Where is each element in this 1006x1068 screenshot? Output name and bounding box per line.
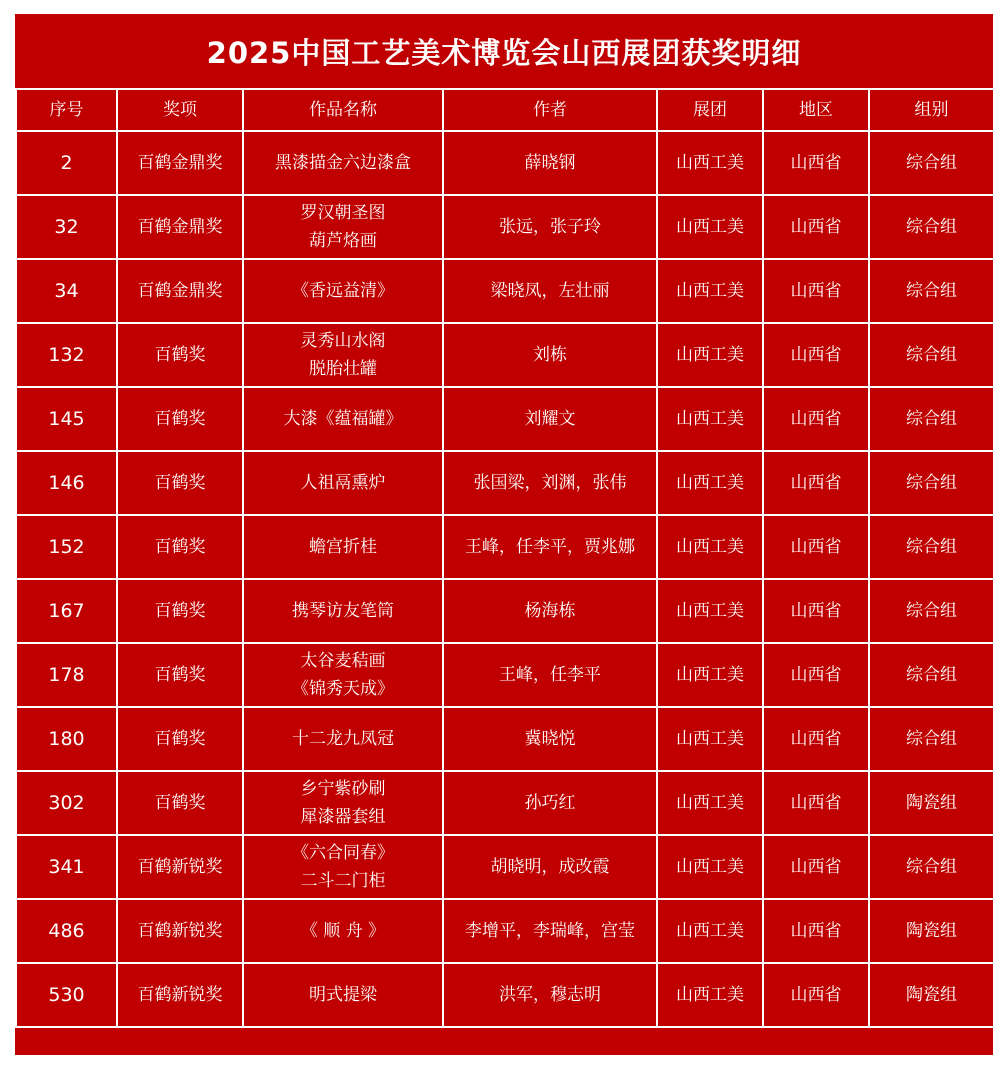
work-title-line: 携琴访友笔筒	[292, 601, 394, 621]
cell-group: 陶瓷组	[869, 899, 994, 963]
work-title-line: 《六合同春》	[292, 843, 394, 863]
cell-award: 百鹤奖	[117, 515, 243, 579]
cell-no: 341	[16, 835, 117, 899]
table-row	[16, 515, 994, 579]
cell-work	[243, 131, 443, 195]
cell-group: 陶瓷组	[869, 963, 994, 1027]
cell-group: 综合组	[869, 195, 994, 259]
cell-team: 山西工美	[657, 323, 763, 387]
cell-author: 杨海栋	[443, 579, 657, 643]
cell-author: 张远，张子玲	[443, 195, 657, 259]
cell-no: 146	[16, 451, 117, 515]
cell-region: 山西省	[763, 515, 869, 579]
table-row	[16, 259, 994, 323]
cell-work	[243, 771, 443, 835]
cell-region: 山西省	[763, 771, 869, 835]
cell-author: 薛晓钢	[443, 131, 657, 195]
cell-region: 山西省	[763, 387, 869, 451]
cell-award: 百鹤金鼎奖	[117, 259, 243, 323]
cell-group: 综合组	[869, 451, 994, 515]
work-title-line: 黑漆描金六边漆盒	[275, 153, 411, 173]
work-title-line: 大漆《蕴福罐》	[283, 409, 403, 429]
cell-group: 综合组	[869, 579, 994, 643]
work-title-line: 灵秀山水阁	[300, 331, 386, 351]
cell-region: 山西省	[763, 195, 869, 259]
header-author: 作者	[443, 89, 657, 131]
cell-no: 2	[16, 131, 117, 195]
cell-author: 王峰，任李平	[443, 643, 657, 707]
cell-work	[243, 707, 443, 771]
cell-team: 山西工美	[657, 899, 763, 963]
cell-award: 百鹤奖	[117, 451, 243, 515]
cell-group: 综合组	[869, 323, 994, 387]
cell-work	[243, 579, 443, 643]
cell-region: 山西省	[763, 963, 869, 1027]
cell-region: 山西省	[763, 835, 869, 899]
cell-no: 178	[16, 643, 117, 707]
cell-work	[243, 259, 443, 323]
cell-region: 山西省	[763, 131, 869, 195]
cell-award: 百鹤奖	[117, 707, 243, 771]
page-title: 2025中国工艺美术博览会山西展团获奖明细	[206, 35, 802, 70]
cell-region: 山西省	[763, 323, 869, 387]
cell-author: 李增平，李瑞峰，宫莹	[443, 899, 657, 963]
cell-work	[243, 963, 443, 1027]
work-title-line: 《锦秀天成》	[292, 679, 394, 699]
table-row	[16, 323, 994, 387]
table-row	[16, 579, 994, 643]
cell-work	[243, 643, 443, 707]
cell-no: 486	[16, 899, 117, 963]
header-group: 组别	[869, 89, 994, 131]
cell-group: 综合组	[869, 387, 994, 451]
work-title-line: 二斗二门柜	[300, 871, 386, 891]
work-title-line: 蟾宫折桂	[309, 537, 377, 557]
table-row	[16, 387, 994, 451]
cell-author: 冀晓悦	[443, 707, 657, 771]
table-row	[16, 643, 994, 707]
cell-award: 百鹤奖	[117, 387, 243, 451]
header-award: 奖项	[117, 89, 243, 131]
cell-team: 山西工美	[657, 643, 763, 707]
cell-region: 山西省	[763, 707, 869, 771]
header-no: 序号	[16, 89, 117, 131]
work-title-line: 《 顺 舟 》	[300, 921, 386, 941]
cell-award: 百鹤新锐奖	[117, 963, 243, 1027]
table-row	[16, 835, 994, 899]
cell-work	[243, 899, 443, 963]
header-team: 展团	[657, 89, 763, 131]
cell-group: 综合组	[869, 643, 994, 707]
header-region: 地区	[763, 89, 869, 131]
cell-award: 百鹤金鼎奖	[117, 195, 243, 259]
cell-no: 145	[16, 387, 117, 451]
cell-team: 山西工美	[657, 707, 763, 771]
cell-team: 山西工美	[657, 259, 763, 323]
cell-no: 132	[16, 323, 117, 387]
table-row	[16, 963, 994, 1027]
cell-region: 山西省	[763, 579, 869, 643]
cell-no: 180	[16, 707, 117, 771]
cell-region: 山西省	[763, 259, 869, 323]
work-title-line: 乡宁紫砂刷	[300, 779, 386, 799]
cell-region: 山西省	[763, 643, 869, 707]
cell-region: 山西省	[763, 451, 869, 515]
awards-table	[15, 88, 995, 1028]
cell-group: 综合组	[869, 835, 994, 899]
cell-work	[243, 835, 443, 899]
cell-no: 32	[16, 195, 117, 259]
cell-no: 167	[16, 579, 117, 643]
work-title-line: 人祖鬲熏炉	[300, 473, 386, 493]
cell-team: 山西工美	[657, 131, 763, 195]
cell-no: 530	[16, 963, 117, 1027]
cell-award: 百鹤奖	[117, 579, 243, 643]
header-row	[16, 89, 994, 131]
cell-author: 洪军，穆志明	[443, 963, 657, 1027]
cell-team: 山西工美	[657, 963, 763, 1027]
cell-award: 百鹤奖	[117, 771, 243, 835]
cell-work	[243, 451, 443, 515]
award-sheet	[15, 14, 993, 1055]
cell-team: 山西工美	[657, 835, 763, 899]
work-title-line: 太谷麦秸画	[300, 651, 386, 671]
cell-author: 刘栋	[443, 323, 657, 387]
cell-author: 张国梁，刘渊，张伟	[443, 451, 657, 515]
cell-team: 山西工美	[657, 579, 763, 643]
work-title-line: 明式提梁	[309, 985, 377, 1005]
work-title-line: 《香远益清》	[292, 281, 394, 301]
cell-author: 孙巧红	[443, 771, 657, 835]
cell-award: 百鹤新锐奖	[117, 899, 243, 963]
cell-no: 302	[16, 771, 117, 835]
cell-team: 山西工美	[657, 387, 763, 451]
header-work: 作品名称	[243, 89, 443, 131]
table-row	[16, 195, 994, 259]
table-body	[16, 131, 994, 1027]
cell-team: 山西工美	[657, 515, 763, 579]
cell-team: 山西工美	[657, 771, 763, 835]
cell-award: 百鹤奖	[117, 643, 243, 707]
cell-author: 胡晓明，成改霞	[443, 835, 657, 899]
table-row	[16, 771, 994, 835]
cell-group: 陶瓷组	[869, 771, 994, 835]
cell-author: 王峰，任李平，贾兆娜	[443, 515, 657, 579]
cell-award: 百鹤金鼎奖	[117, 131, 243, 195]
cell-group: 综合组	[869, 515, 994, 579]
table-row	[16, 899, 994, 963]
work-title-line: 脱胎壮罐	[309, 359, 377, 379]
table-row	[16, 131, 994, 195]
cell-work	[243, 387, 443, 451]
cell-team: 山西工美	[657, 451, 763, 515]
cell-group: 综合组	[869, 707, 994, 771]
cell-group: 综合组	[869, 131, 994, 195]
cell-region: 山西省	[763, 899, 869, 963]
cell-group: 综合组	[869, 259, 994, 323]
work-title-line: 十二龙九凤冠	[292, 729, 394, 749]
cell-author: 刘耀文	[443, 387, 657, 451]
cell-award: 百鹤奖	[117, 323, 243, 387]
cell-no: 34	[16, 259, 117, 323]
table-row	[16, 707, 994, 771]
work-title-line: 葫芦烙画	[309, 231, 377, 251]
table-row	[16, 451, 994, 515]
cell-team: 山西工美	[657, 195, 763, 259]
work-title-line: 罗汉朝圣图	[300, 203, 386, 223]
cell-work	[243, 195, 443, 259]
cell-award: 百鹤新锐奖	[117, 835, 243, 899]
work-title-line: 犀漆器套组	[300, 807, 386, 827]
cell-work	[243, 515, 443, 579]
cell-no: 152	[16, 515, 117, 579]
cell-work	[243, 323, 443, 387]
cell-author: 梁晓凤，左壮丽	[443, 259, 657, 323]
